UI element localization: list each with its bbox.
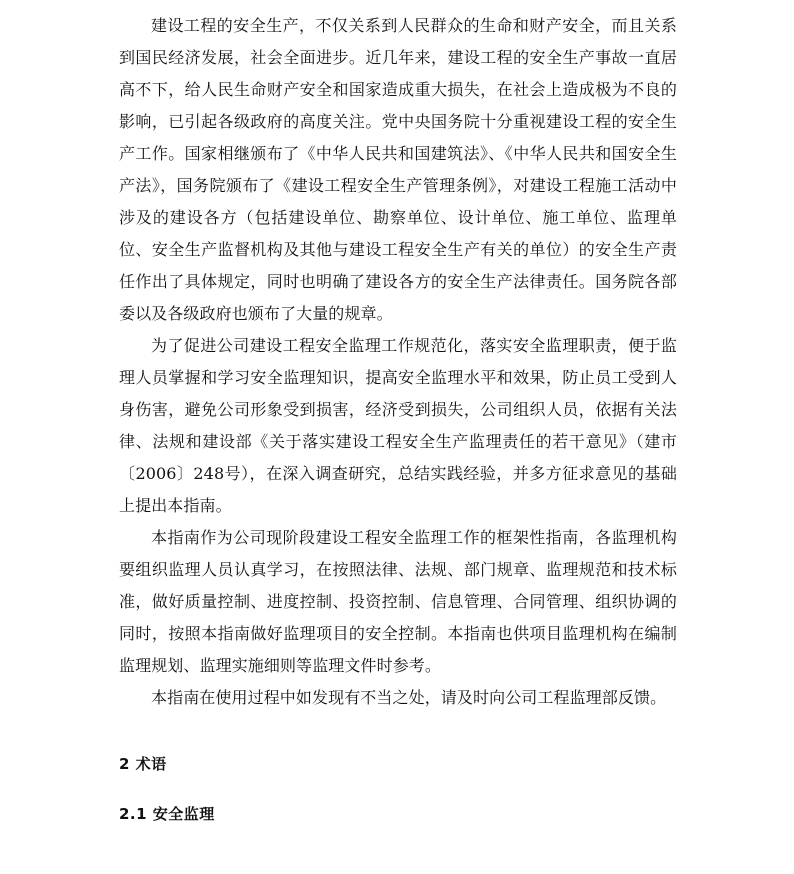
section-heading-terms: 2 术语 bbox=[119, 755, 167, 773]
paragraph-safety-production-background: 建设工程的安全生产，不仅关系到人民群众的生命和财产安全，而且关系到国民经济发展，社会全面进步。近几年来，建设工程的安全生产事故一直居高不下，给人民生命财产安全和国家造成重大损失，在社会上造成极为不良的影响，已引起各级政府的高度关注。党中央国务院十分重视建设工程的安全生产工作。国家相继颁布了《中华人民共和国建筑法》、《中华人民共和国安全生产法》，国务院颁布了《建设工程安全生产管理条例》，对建设工程施工活动中涉及的建设各方（包括建设单位、勘察单位、设计单位、施工单位、监理单位、安全生产监督机构及其他与建设工程安全生产有关的单位）的安全生产责任作出了具体规定，同时也明确了建设各方的安全生产法律责任。国务院各部委以及各级政府也颁布了大量的规章。 bbox=[119, 16, 677, 323]
subsection-heading-safety-supervision: 2.1 安全监理 bbox=[119, 805, 215, 823]
paragraph-feedback: 本指南在使用过程中如发现有不当之处，请及时向公司工程监理部反馈。 bbox=[151, 688, 667, 707]
paragraph-scope: 本指南作为公司现阶段建设工程安全监理工作的框架性指南，各监理机构要组织监理人员认真学习，在按照法律、法规、部门规章、监理规范和技术标准，做好质量控制、进度控制、投资控制、信息管理、合同管理、组织协调的同时，按照本指南做好监理项目的安全控制。本指南也供项目监理机构在编制监理规划、监理实施细则等监理文件时参考。 bbox=[119, 528, 677, 675]
paragraph-purpose: 为了促进公司建设工程安全监理工作规范化，落实安全监理职责，便于监理人员掌握和学习安全监理知识，提高安全监理水平和效果，防止员工受到人身伤害，避免公司形象受到损害，经济受到损失，公司组织人员，依据有关法律、法规和建设部《关于落实建设工程安全生产监理责任的若干意见》（建市〔2006〕248号），在深入调查研究，总结实践经验，并多方征求意见的基础上提出本指南。 bbox=[119, 336, 677, 515]
body-text bbox=[119, 10, 677, 714]
